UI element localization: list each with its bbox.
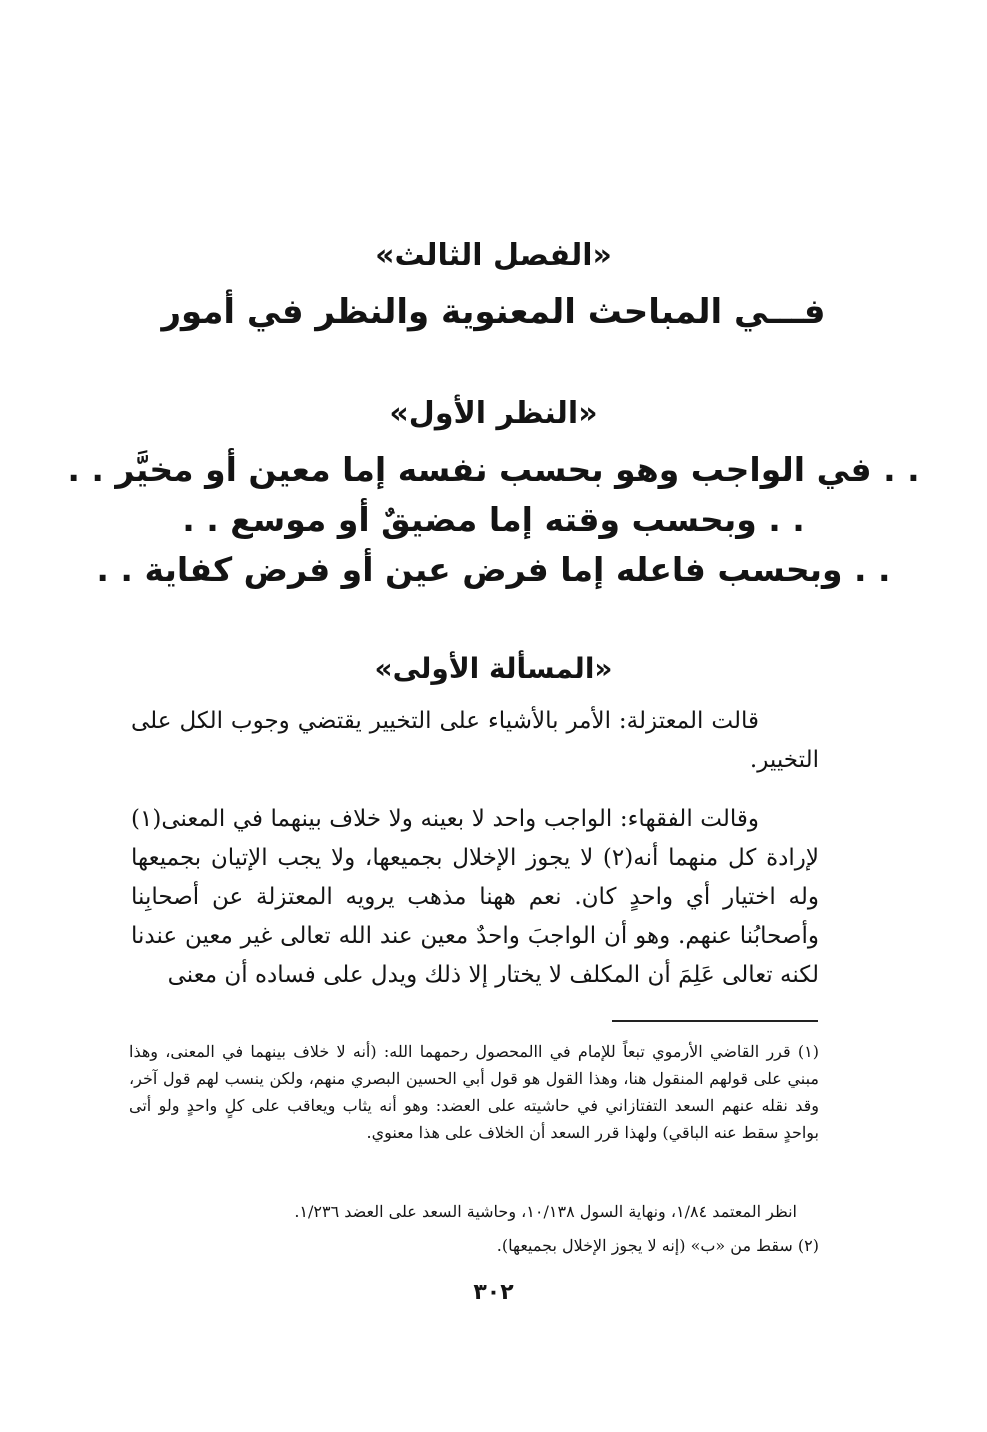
- body-paragraph: قالت المعتزلة: الأمر بالأشياء على التخيير يقتضي وجوب الكل على التخيير.: [131, 708, 819, 773]
- page-number: ٣٠٢: [473, 1280, 514, 1305]
- footnote-sources: انظر المعتمد ١/٨٤، ونهاية السول ١٠/١٣٨، وحاشية السعد على العضد ١/٢٣٦.: [294, 1202, 797, 1221]
- section-subtitle-line: . . وبحسب فاعله إما فرض عين أو فرض كفاية . .: [96, 550, 891, 589]
- section-title: «النظر الأول»: [389, 396, 598, 431]
- chapter-title: «الفصل الثالث»: [375, 238, 612, 273]
- body-paragraph: وقالت الفقهاء: الواجب واحد لا بعينه ولا خلاف بينهما في المعنى(١) لإرادة كل منهما أنه(٢) لا يجوز الإخلال بجميعها، ولا يجب الإتيان بجميعها وله اختيار أي واحدٍ كان. نعم ههنا مذهب يرويه المعتزلة عن أصحابِنا وأصحابُنا عنهم. وهو أن الواجبَ واحدٌ معين عند الله تعالى غير معين عندنا لكنه تعالى عَلِمَ أن المكلف لا يختار إلا ذلك ويدل على فساده أن معنى: [131, 806, 819, 988]
- footnote-divider: [612, 1020, 818, 1022]
- issue-title: «المسألة الأولى»: [374, 652, 613, 685]
- chapter-subject: فـــي المباحث المعنوية والنظر في أمور: [161, 292, 826, 332]
- section-subtitle-line: . . في الواجب وهو بحسب نفسه إما معين أو مخيَّر . .: [67, 450, 920, 489]
- footnote: (١) قرر القاضي الأرموي تبعاً للإمام في االمحصول رحمهما الله: (أنه لا خلاف بينهما في المعنى، وهذا مبني على قولهم المنقول هنا، وهذا القول هو قول أبي الحسين البصري منهم، ولكن ينسب لهم قول آخر، وقد نقله عنهم السعد التفتازاني في حاشيته على العضد: وهو أنه يثاب ويعاقب على كلٍ واحدٍ ولو أتى بواحدٍ سقط عنه الباقي) ولهذا قرر السعد أن الخلاف على هذا معنوي.: [129, 1042, 820, 1142]
- footnote: (٢) سقط من «ب» (إنه لا يجوز الإخلال بجميعها).: [496, 1236, 819, 1255]
- section-subtitle-line: . . وبحسب وقته إما مضيقٌ أو موسع . .: [182, 500, 805, 539]
